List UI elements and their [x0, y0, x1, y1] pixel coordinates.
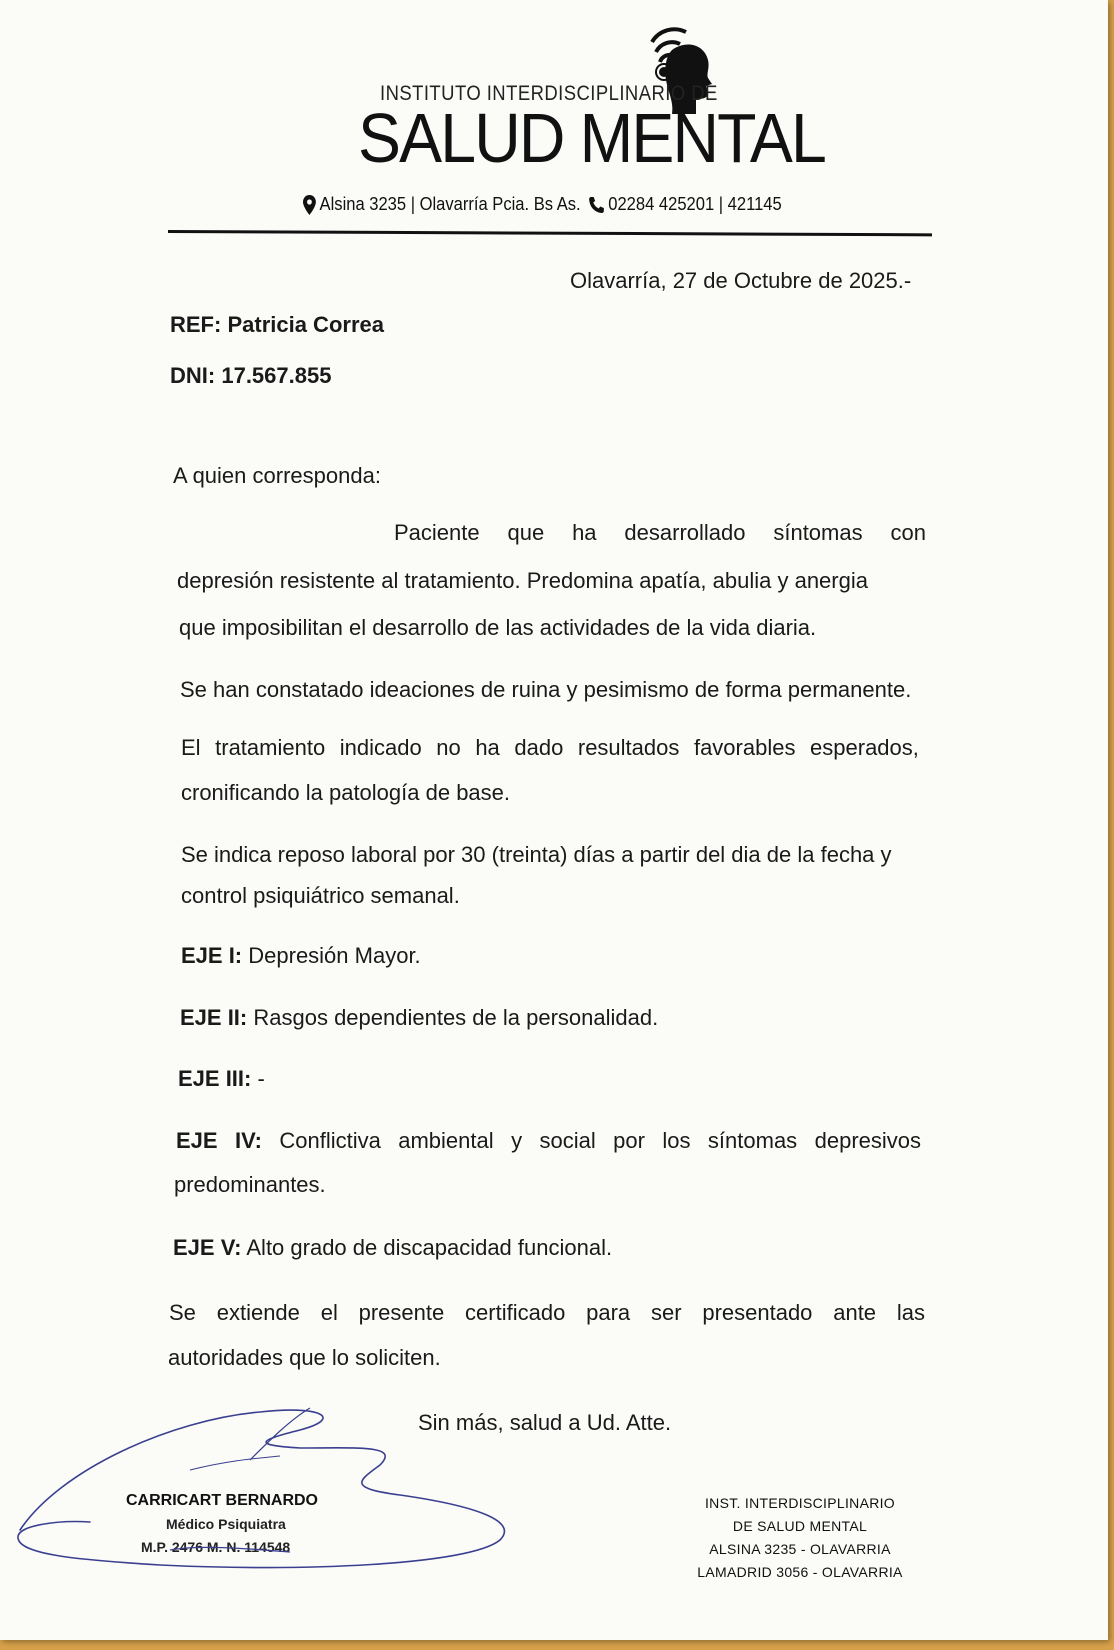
word: los	[662, 1128, 691, 1153]
salutation: A quien corresponda:	[173, 463, 381, 488]
word: por	[613, 1128, 645, 1153]
paragraph-3-line-2: cronificando la patología de base.	[181, 780, 511, 805]
word: ser	[650, 1300, 682, 1325]
farewell: Sin más, salud a Ud. Atte.	[418, 1410, 672, 1435]
axis-4-line-2: predominantes.	[174, 1172, 326, 1197]
word: certificado	[465, 1300, 566, 1325]
paragraph-4-line-2: control psiquiátrico semanal.	[181, 883, 460, 908]
ref-label: REF:	[170, 312, 222, 337]
word: con	[890, 520, 926, 545]
word: social	[539, 1128, 596, 1153]
stamp-line-2: DE SALUD MENTAL	[732, 1518, 868, 1534]
paragraph-1-line-2: depresión resistente al tratamiento. Predomina apatía, abulia y anergia	[177, 568, 868, 593]
word: resultados	[577, 735, 680, 760]
axis-2-text: Rasgos dependientes de la personalidad.	[247, 1005, 659, 1030]
word: tratamiento	[215, 735, 326, 760]
word: ambiental	[398, 1128, 494, 1153]
word: y	[511, 1128, 523, 1153]
word: Conflictiva	[279, 1128, 381, 1153]
axis-3-label: EJE III:	[178, 1066, 252, 1091]
word: desarrollado	[624, 520, 746, 545]
word: el	[320, 1300, 338, 1325]
word: Paciente	[394, 520, 480, 545]
address-text: Alsina 3235 | Olavarría Pcia. Bs As.	[319, 194, 581, 214]
date-line: Olavarría, 27 de Octubre de 2025.-	[570, 268, 912, 293]
word: no	[436, 735, 461, 760]
axis-4-label-numeral: IV:	[235, 1128, 262, 1153]
word: indicado	[339, 735, 422, 760]
axis-1-label: EJE I:	[181, 943, 243, 968]
paragraph-1-line-3: que imposibilitan el desarrollo de las actividades de la vida diaria.	[179, 615, 817, 640]
paragraph-4-line-1: Se indica reposo laboral por 30 (treinta) días a partir del dia de la fecha y	[181, 842, 892, 867]
word: las	[896, 1300, 925, 1325]
stamp-line-1: INST. INTERDISCIPLINARIO	[704, 1495, 895, 1511]
axis-1-text: Depresión Mayor.	[242, 943, 421, 968]
stamp-line-3: ALSINA 3235 - OLAVARRIA	[709, 1541, 891, 1557]
word: ha	[572, 520, 597, 545]
word: ante	[833, 1300, 877, 1325]
stamp-line-4: LAMADRID 3056 - OLAVARRIA	[697, 1564, 903, 1580]
axis-4-label: EJE	[176, 1128, 218, 1153]
word: síntomas	[773, 520, 863, 545]
patient-name: Patricia Correa	[227, 312, 384, 337]
word: depresivos	[814, 1128, 921, 1153]
brand-title: SALUD MENTAL	[358, 99, 826, 177]
word: dado	[514, 735, 564, 760]
word: presente	[358, 1300, 445, 1325]
signer-license: M.P. 2476 M. N. 114548	[141, 1539, 291, 1555]
word: síntomas	[707, 1128, 798, 1153]
axis-5-label: EJE V:	[173, 1235, 242, 1260]
word: ha	[475, 735, 500, 760]
word: Se	[169, 1300, 196, 1325]
dni-value: 17.567.855	[221, 363, 332, 388]
word: presentado	[702, 1300, 813, 1325]
word: para	[586, 1300, 631, 1325]
axis-2-label: EJE II:	[180, 1005, 248, 1030]
signer-title: Médico Psiquiatra	[166, 1516, 286, 1532]
signer-name: CARRICART BERNARDO	[126, 1492, 318, 1509]
phone-text: 02284 425201 | 421145	[608, 194, 782, 214]
word: que	[507, 520, 545, 545]
word: favorables	[693, 735, 796, 760]
word: El	[181, 735, 201, 760]
word: esperados,	[810, 735, 919, 760]
word: extiende	[216, 1300, 300, 1325]
closing-line-2: autoridades que lo soliciten.	[168, 1345, 441, 1370]
dni-label: DNI:	[170, 363, 216, 388]
institute-line: INSTITUTO INTERDISCIPLINARIO DE	[380, 82, 718, 105]
paragraph-2: Se han constatado ideaciones de ruina y pesimismo de forma permanente.	[180, 677, 912, 702]
institution-stamp	[680, 1492, 920, 1584]
axis-3-text: -	[251, 1066, 265, 1091]
axis-5-text: Alto grado de discapacidad funcional.	[241, 1235, 613, 1260]
